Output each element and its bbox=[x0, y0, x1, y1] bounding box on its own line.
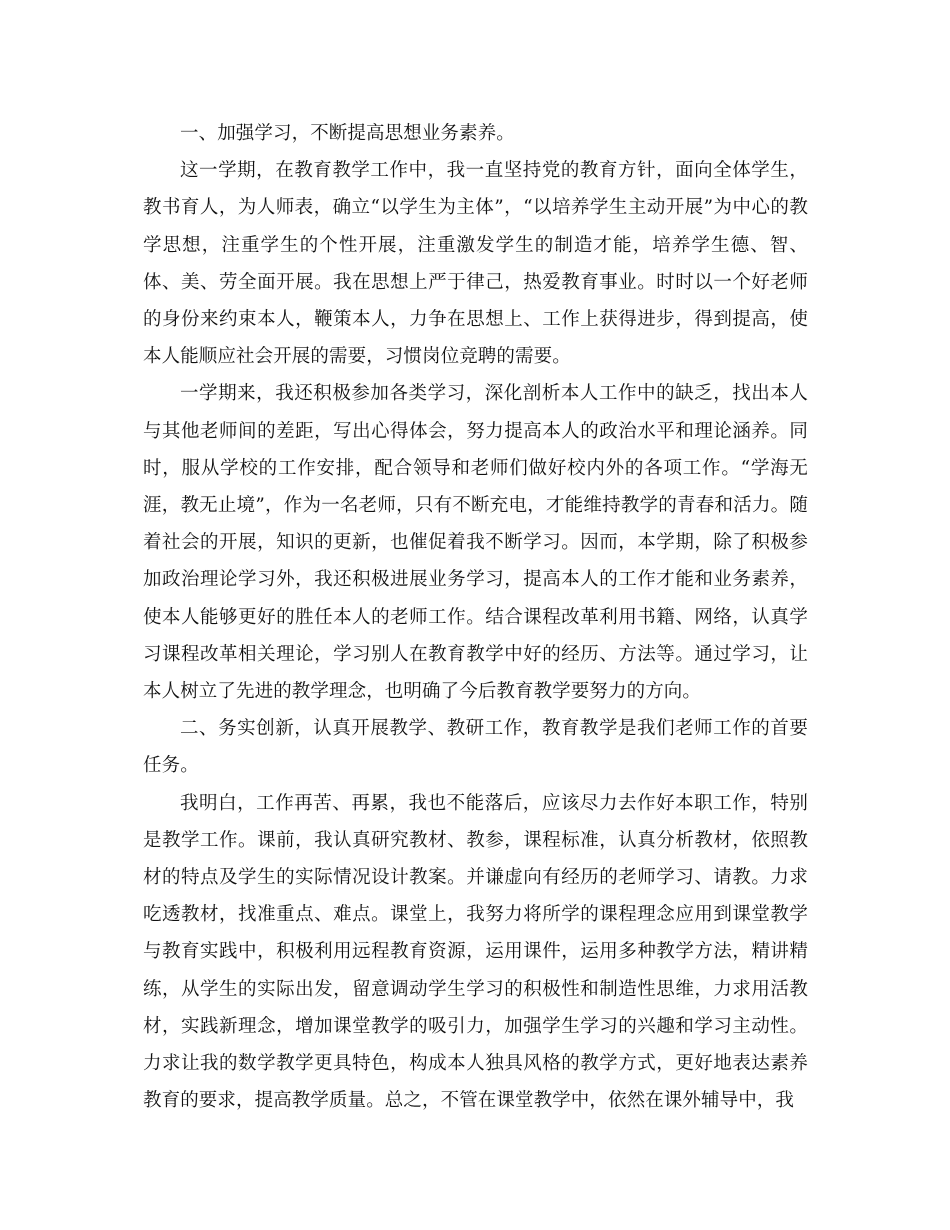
section-heading-teaching-research: 二、务实创新，认真开展教学、教研工作，教育教学是我们老师工作的首要任务。 bbox=[143, 718, 808, 777]
section-heading-study: 一、加强学习，不断提高思想业务素养。 bbox=[180, 123, 515, 144]
document-page bbox=[143, 115, 808, 1119]
paragraph-classroom-work: 我明白，工作再苦、再累，我也不能落后，应该尽力去作好本职工作，特别是教学工作。课前，我认真研究教材、教参，课程标准，认真分析教材，依照教材的特点及学生的实际情况设计教案。并谦虚向有经历的老师学习、请教。力求吃透教材，找准重点、难点。课堂上，我努力将所学的课程理念应用到课堂教学与教育实践中，积极利用远程教育资源，运用课件，运用多种教学方法，精讲精练，从学生的实际出发，留意调动学生学习的积极性和制造性思维，力求用活教材，实践新理念，增加课堂教学的吸引力，加强学生学习的兴趣和学习主动性。力求让我的数学教学更具特色，构成本人独具风格的教学方式，更好地表达素养教育的要求，提高教学质量。总之，不管在课堂教学中，依然在课外辅导中，我 bbox=[143, 792, 808, 1112]
paragraph-continuous-learning: 一学期来，我还积极参加各类学习，深化剖析本人工作中的缺乏，找出本人与其他老师间的差距，写出心得体会，努力提高本人的政治水平和理论涵养。同时，服从学校的工作安排，配合领导和老师们做好校内外的各项工作。“学海无涯，教无止境”，作为一名老师，只有不断充电，才能维持教学的青春和活力。随着社会的开展，知识的更新，也催促着我不断学习。因而，本学期，除了积极参加政治理论学习外，我还积极进展业务学习，提高本人的工作才能和业务素养，使本人能够更好的胜任本人的老师工作。结合课程改革利用书籍、网络，认真学习课程改革相关理论，学习别人在教育教学中好的经历、方法等。通过学习，让本人树立了先进的教学理念，也明确了今后教育教学要努力的方向。 bbox=[143, 383, 808, 703]
paragraph-teaching-philosophy: 这一学期，在教育教学工作中，我一直坚持党的教育方针，面向全体学生，教书育人，为人师表，确立“以学生为主体”，“以培养学生主动开展”为中心的教学思想，注重学生的个性开展，注重激发学生的制造才能，培养学生德、智、体、美、劳全面开展。我在思想上严于律己，热爱教育事业。时时以一个好老师的身份来约束本人，鞭策本人，力争在思想上、工作上获得进步，得到提高，使本人能顺应社会开展的需要，习惯岗位竞聘的需要。 bbox=[143, 160, 808, 368]
